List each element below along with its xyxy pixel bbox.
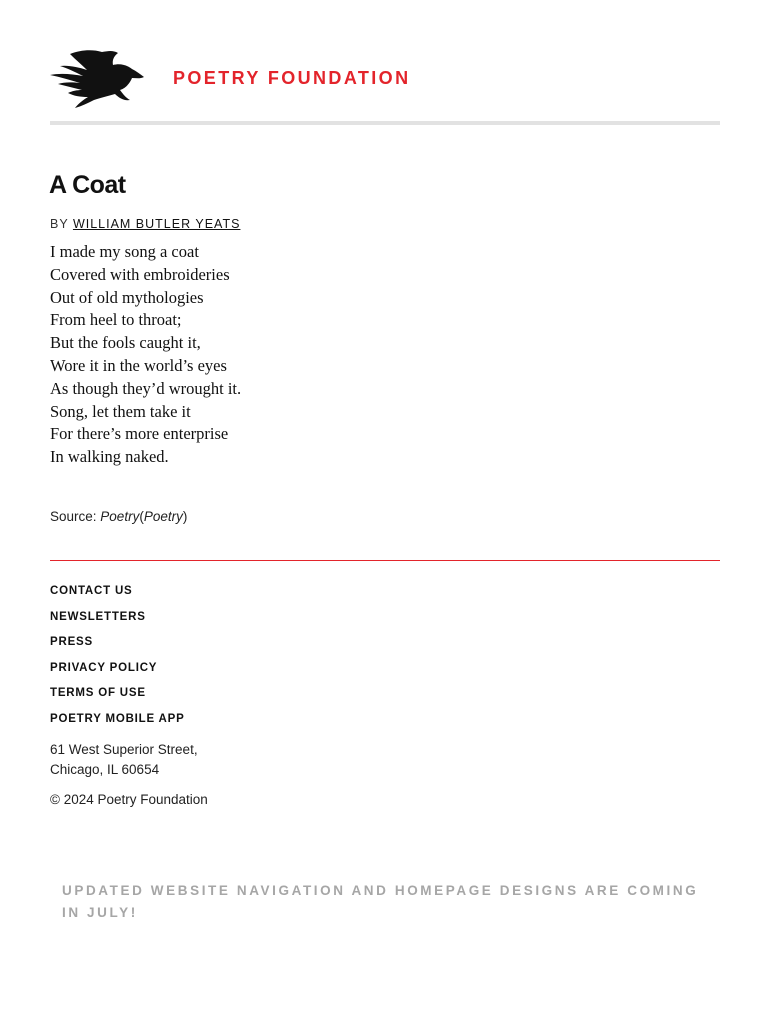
source-publication: Poetry: [143, 509, 183, 524]
footer-divider: [50, 560, 720, 561]
byline-prefix: BY: [50, 217, 69, 231]
poem-line: From heel to throat;: [50, 310, 182, 330]
poem-byline: [50, 217, 240, 231]
pegasus-bird-logo-icon[interactable]: [50, 48, 146, 108]
contact-us-link[interactable]: CONTACT US: [50, 585, 133, 597]
poem-title: A Coat: [49, 171, 126, 199]
footer-nav: [50, 581, 185, 735]
source-paren-close: ): [182, 509, 188, 524]
footer-item-press: [50, 632, 185, 658]
foundation-address: [50, 740, 198, 780]
newsletters-link[interactable]: NEWSLETTERS: [50, 610, 146, 623]
press-link[interactable]: PRESS: [50, 636, 93, 649]
poem-line: Wore it in the world’s eyes: [50, 355, 227, 375]
footer-item-terms: [50, 683, 185, 709]
source-paren-open: (: [139, 509, 144, 524]
footer-item-mobile-app: [50, 709, 185, 735]
poem-line: Out of old mythologies: [50, 287, 204, 307]
poem-source: [50, 509, 187, 524]
footer-item-contact: [50, 581, 185, 607]
poem-line: In walking naked.: [50, 447, 169, 467]
header-divider: [50, 121, 720, 125]
poem-line: Covered with embroideries: [50, 264, 230, 284]
poem-line: But the fools caught it,: [50, 333, 201, 353]
privacy-policy-link[interactable]: PRIVACY POLICY: [50, 661, 158, 674]
poem-line: For there’s more enterprise: [50, 424, 229, 444]
poem-line: Song, let them take it: [50, 401, 191, 421]
source-label: Source:: [50, 509, 97, 524]
author-link[interactable]: WILLIAM BUTLER YEATS: [72, 217, 241, 231]
copyright-notice: © 2024 Poetry Foundation: [50, 792, 208, 807]
site-brand-link[interactable]: POETRY FOUNDATION: [173, 68, 411, 88]
source-title: Poetry: [100, 509, 140, 524]
footer-item-newsletters: [50, 607, 185, 633]
address-street: 61 West Superior Street,: [50, 742, 198, 757]
poem-line: I made my song a coat: [50, 242, 199, 261]
address-city: Chicago, IL 60654: [50, 762, 160, 777]
terms-of-use-link[interactable]: TERMS OF USE: [50, 687, 146, 700]
announcement-banner: UPDATED WEBSITE NAVIGATION AND HOMEPAGE DESIGNS ARE COMING IN JULY!: [62, 883, 699, 920]
site-header: [50, 46, 720, 116]
footer-item-privacy: [50, 658, 185, 684]
poetry-mobile-app-link[interactable]: POETRY MOBILE APP: [50, 712, 185, 725]
poem-body: [50, 241, 241, 469]
poem-line: As though they’d wrought it.: [50, 378, 242, 398]
